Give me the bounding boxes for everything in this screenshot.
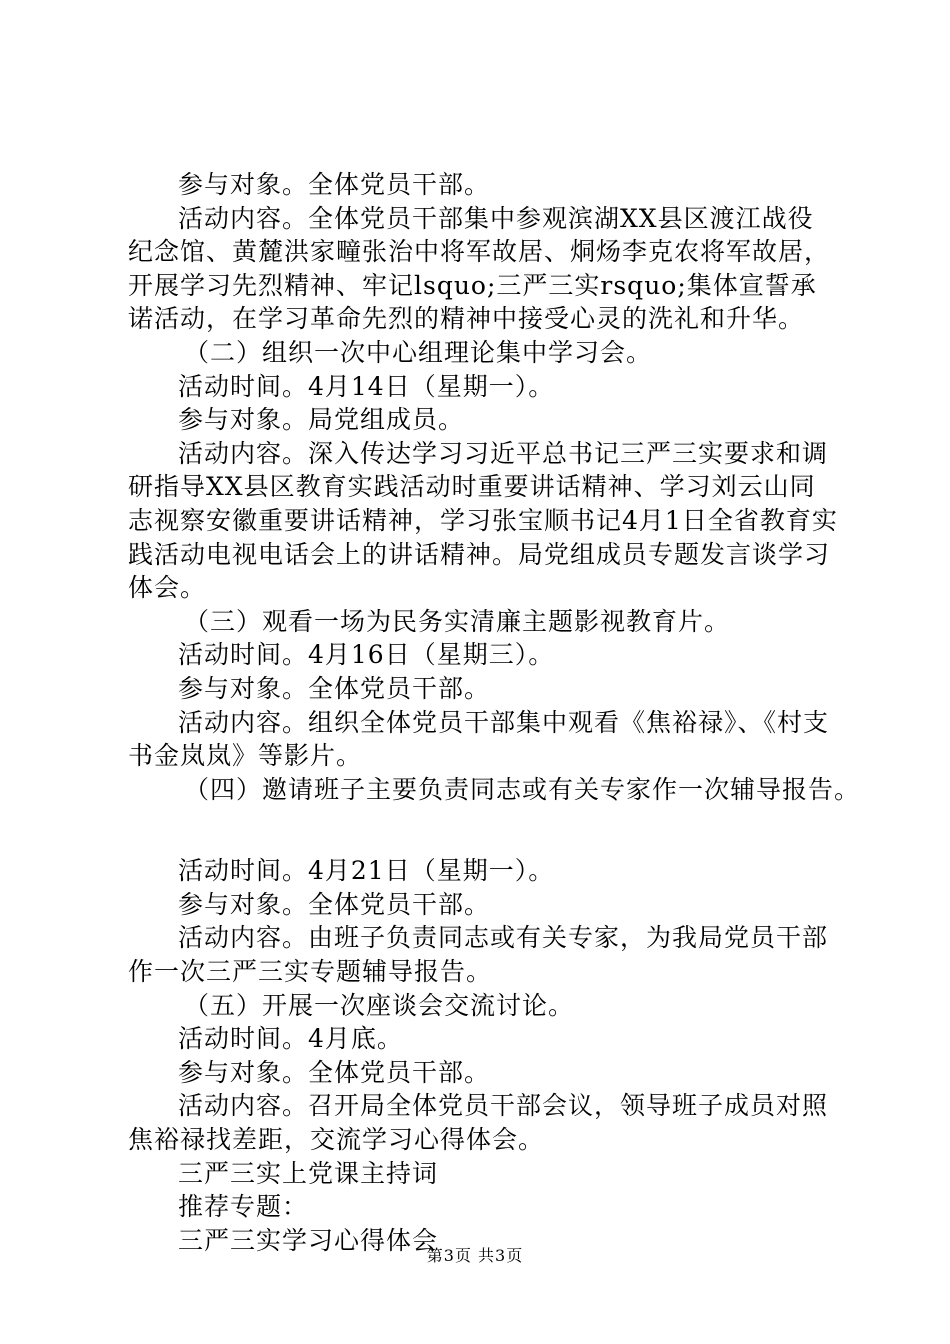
paragraph: 参与对象。全体党员干部。 <box>178 170 491 199</box>
section-heading: （四）邀请班子主要负责同志或有关专家作一次辅导报告。 <box>184 774 861 804</box>
blank-line <box>128 806 838 854</box>
paragraph: 活动时间。4月21日（星期一）。 <box>178 856 555 886</box>
paragraph: 活动内容。召开局全体党员干部会议，领导班子成员对照焦裕禄找差距，交流学习心得体会。 <box>128 1091 829 1155</box>
paragraph: 参与对象。全体党员干部。 <box>178 1057 491 1087</box>
paragraph: 参与对象。局党组成员。 <box>178 405 465 435</box>
section-heading: （五）开展一次座谈会交流讨论。 <box>184 990 575 1020</box>
paragraph: 活动内容。组织全体党员干部集中观看《焦裕禄》、《村支书金岚岚》等影片。 <box>128 707 830 771</box>
paragraph: 活动内容。由班子负责同志或有关专家，为我局党员干部作一次三严三实专题辅导报告。 <box>128 923 829 987</box>
section-heading: （二）组织一次中心组理论集中学习会。 <box>184 337 653 367</box>
paragraph: 三严三实学习心得体会 <box>178 1225 439 1255</box>
page-number: 第3页 共3页 <box>426 1246 524 1265</box>
paragraph: 活动内容。深入传达学习习近平总书记三严三实要求和调研指导XX县区教育实践活动时重要讲话精神、学习刘云山同志视察安徽重要讲话精神，学习张宝顺书记4月1日全省教育实践活动电视电话会上的讲话精神。局党组成员专题发言谈学习体会。 <box>128 438 838 603</box>
paragraph: 活动内容。全体党员干部集中参观滨湖XX县区渡江战役纪念馆、黄麓洪家疃张治中将军故居、烔炀李克农将军故居，开展学习先烈精神、牢记lsquo;三严三实rsquo;集体宣誓承诺活动，在学习革命先烈的精神中接受心灵的洗礼和升华。 <box>128 203 831 334</box>
section-heading: （三）观看一场为民务实清廉主题影视教育片。 <box>184 606 731 636</box>
paragraph: 参与对象。全体党员干部。 <box>178 673 491 703</box>
paragraph: 活动时间。4月14日（星期一）。 <box>178 371 555 401</box>
paragraph: 三严三实上党课主持词 <box>178 1158 439 1188</box>
paragraph: 推荐专题： <box>178 1192 309 1222</box>
paragraph: 活动时间。4月16日（星期三）。 <box>178 640 555 670</box>
paragraph: 活动时间。4月底。 <box>178 1024 403 1054</box>
paragraph: 参与对象。全体党员干部。 <box>178 889 491 919</box>
page-footer <box>0 1243 950 1266</box>
document-body <box>128 168 861 1257</box>
